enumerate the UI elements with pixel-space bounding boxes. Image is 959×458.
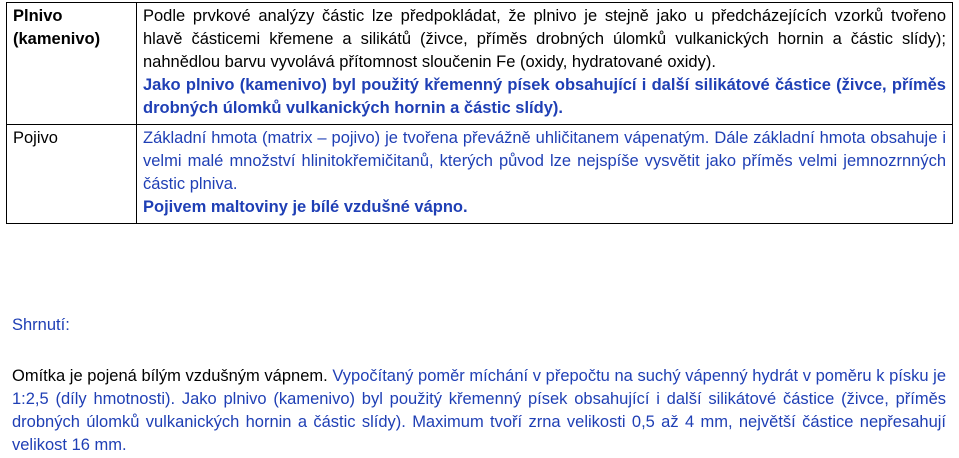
row-content-pojivo <box>137 125 953 224</box>
analysis-table <box>6 2 953 224</box>
row-label-pojivo: Pojivo <box>7 125 137 224</box>
summary-body <box>12 365 946 457</box>
row-content-plnivo <box>137 3 953 125</box>
summary-sentence-binder: Omítka je pojená bílým vzdušným vápnem. <box>12 367 328 385</box>
row-label-plnivo: Plnivo (kamenivo) <box>7 3 137 125</box>
pojivo-conclusion: Pojivem maltoviny je bílé vzdušné vápno. <box>143 198 468 216</box>
plnivo-description: Podle prvkové analýzy částic lze předpokládat, že plnivo je stejně jako u předcházejících vzorků tvořeno hlavě částicemi křemene a silikátů (živce, příměs drobných úlomků vulkanických hornin a částic slídy); nahnědlou barvu vyvolává přítomnost sloučenin Fe (oxidy, hydratované oxidy). <box>143 7 946 71</box>
summary-sentence-details: Vypočítaný poměr míchání v přepočtu na suchý vápenný hydrát v poměru k písku je 1:2,5 (díly hmotnosti). Jako plnivo (kamenivo) byl použitý křemenný písek obsahující i další silikátové částice (živce, příměs drobných úlomků vulkanických hornin a částic slídy). Maximum tvoří zrna velikosti 0,5 až 4 mm, největší částice nepřesahují velikost 16 mm. <box>12 367 946 454</box>
pojivo-description: Základní hmota (matrix – pojivo) je tvořena převážně uhličitanem vápenatým. Dále základní hmota obsahuje i velmi malé množství hlinitokřemičitanů, kterých původ lze nejspíše vysvětit jako příměs velmi jemnozrnných částic plniva. <box>143 129 946 193</box>
table-row-plnivo <box>7 3 953 125</box>
summary-heading: Shrnutí: <box>12 316 70 334</box>
plnivo-conclusion: Jako plnivo (kamenivo) byl použitý křemenný písek obsahující i další silikátové částice (živce, příměs drobných úlomků vulkanických hornin a částic slídy). <box>143 76 946 117</box>
table-row-pojivo <box>7 125 953 224</box>
